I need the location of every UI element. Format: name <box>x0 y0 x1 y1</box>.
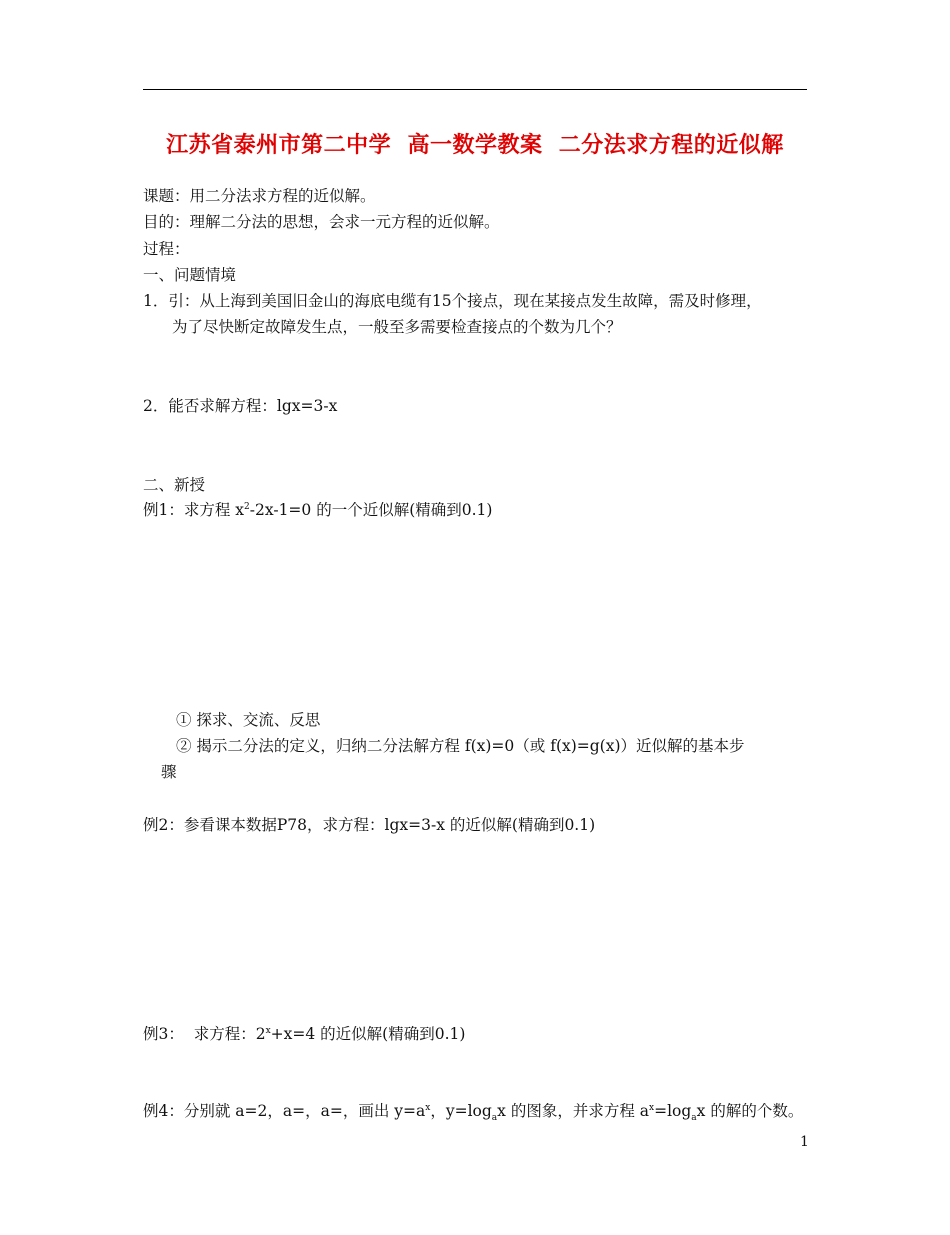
example-1-pre: 例1：求方程 x <box>143 501 245 519</box>
example-4-exponent-1: x <box>425 1102 431 1113</box>
example-1 <box>143 500 492 520</box>
header-rule <box>143 89 807 90</box>
item-2: 2．能否求解方程：lgx=3-x <box>143 397 338 415</box>
example-3-exponent: x <box>265 1025 271 1036</box>
example-4-log-base-2: a <box>691 1113 697 1124</box>
example-4-part-b: ，y=log <box>430 1102 492 1120</box>
example-4-log-base-1: a <box>491 1113 498 1124</box>
example-2: 例2：参看课本数据P78，求方程：lgx=3-x 的近似解(精确到0.1) <box>143 816 596 834</box>
subject-line: 课题：用二分法求方程的近似解。 <box>143 187 376 205</box>
example-4-part-a: 例4：分别就 a=2，a=，a=，画出 y=a <box>143 1102 426 1120</box>
example-4-part-d: =log <box>654 1102 692 1120</box>
section-2-heading: 二、新授 <box>143 476 206 494</box>
example-4-part-c: x 的图象，并求方程 a <box>497 1102 650 1120</box>
example-1-exponent: 2 <box>244 501 250 512</box>
example-1-post: -2x-1=0 的一个近似解(精确到0.1) <box>249 501 493 519</box>
example-4-part-e: x 的解的个数。 <box>696 1102 804 1120</box>
section-1-heading: 一、问题情境 <box>143 266 237 284</box>
example-3-pre: 例3： 求方程：2 <box>143 1025 266 1043</box>
goal-line: 目的：理解二分法的思想，会求一元方程的近似解。 <box>143 213 500 231</box>
example-3 <box>143 1024 465 1044</box>
document-title: 江苏省泰州市第二中学 高一数学教案 二分法求方程的近似解 <box>166 132 784 158</box>
process-heading: 过程： <box>143 240 190 258</box>
step-2-line-1: ② 揭示二分法的定义，归纳二分法解方程 f(x)=0（或 f(x)=g(x)）近似解的基本步 <box>176 737 745 755</box>
item-1-line-1: 1．引：从上海到美国旧金山的海底电缆有15个接点，现在某接点发生故障，需及时修理， <box>143 292 762 310</box>
example-4-exponent-2: x <box>649 1102 655 1113</box>
item-1-line-2: 为了尽快断定故障发生点，一般至多需要检查接点的个数为几个？ <box>172 318 622 336</box>
page-number: 1 <box>800 1134 809 1150</box>
example-4 <box>143 1101 804 1124</box>
step-1: ① 探求、交流、反思 <box>176 711 321 729</box>
example-3-post: +x=4 的近似解(精确到0.1) <box>270 1025 466 1043</box>
step-2-line-2: 骤 <box>161 763 177 781</box>
